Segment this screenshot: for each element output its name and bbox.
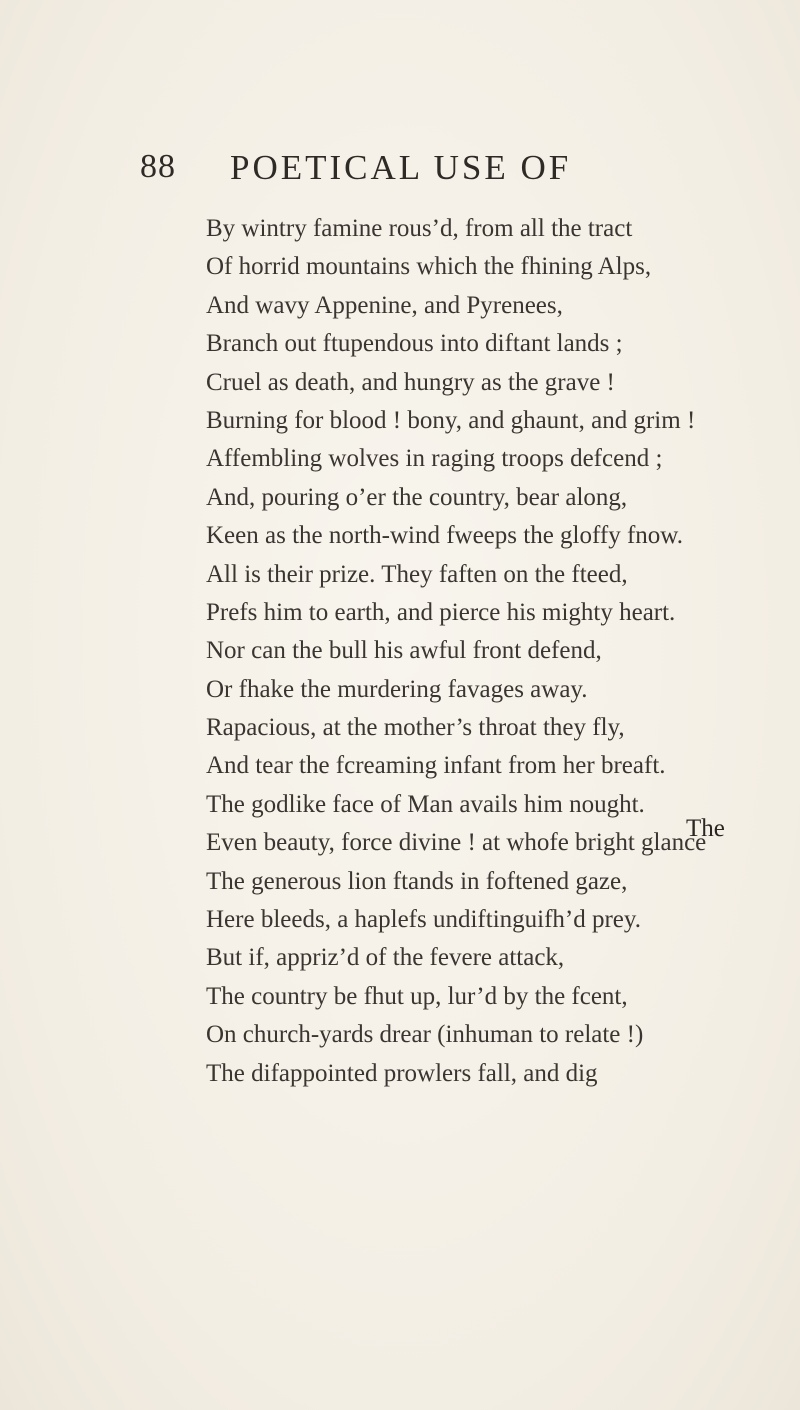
- running-title: POETICAL USE OF: [230, 148, 572, 187]
- poem-line: And tear the fcreaming infant from her breaft.: [206, 752, 666, 780]
- poem-line: And wavy Appenine, and Pyrenees,: [206, 291, 563, 319]
- poem-line: Affembling wolves in raging troops defcend ;: [206, 445, 663, 473]
- poem-line: Of horrid mountains which the fhining Alps,: [206, 253, 652, 281]
- poem-line: Or fhake the murdering favages away.: [206, 675, 588, 703]
- poem-line: Cruel as death, and hungry as the grave !: [206, 368, 615, 396]
- poem-line: Keen as the north-wind fweeps the gloffy fnow.: [206, 522, 683, 550]
- poem-line: Rapacious, at the mother’s throat they fly,: [206, 714, 625, 742]
- poem-line: But if, appriz’d of the fevere attack,: [206, 944, 565, 972]
- catchword: The: [686, 815, 725, 842]
- poem-line: By wintry famine rous’d, from all the tract: [206, 215, 633, 242]
- poem-line: Burning for blood ! bony, and ghaunt, and grim !: [206, 406, 696, 434]
- poem-text: [206, 210, 786, 1093]
- poem-line: The generous lion ftands in foftened gaze,: [206, 867, 628, 895]
- poem-line: The country be fhut up, lur’d by the fcent,: [206, 982, 628, 1010]
- page-header: [140, 148, 700, 198]
- poem-line: And, pouring o’er the country, bear along,: [206, 483, 628, 511]
- poem-line: On church-yards drear (inhuman to relate !): [206, 1021, 644, 1049]
- poem-line: Here bleeds, a haplefs undiftinguifh’d prey.: [206, 906, 642, 934]
- poem-line: The godlike face of Man avails him nought.: [206, 790, 645, 818]
- poem-line: The difappointed prowlers fall, and dig: [206, 1059, 598, 1087]
- poem-line: All is their prize. They faften on the fteed,: [206, 560, 628, 588]
- poem-line: Nor can the bull his awful front defend,: [206, 637, 602, 665]
- poem-line: Even beauty, force divine ! at whofe bright glance: [206, 829, 707, 857]
- poem-line: Prefs him to earth, and pierce his mighty heart.: [206, 598, 676, 626]
- page-number: 88: [140, 148, 176, 185]
- poem-line: Branch out ftupendous into diftant lands ;: [206, 330, 623, 358]
